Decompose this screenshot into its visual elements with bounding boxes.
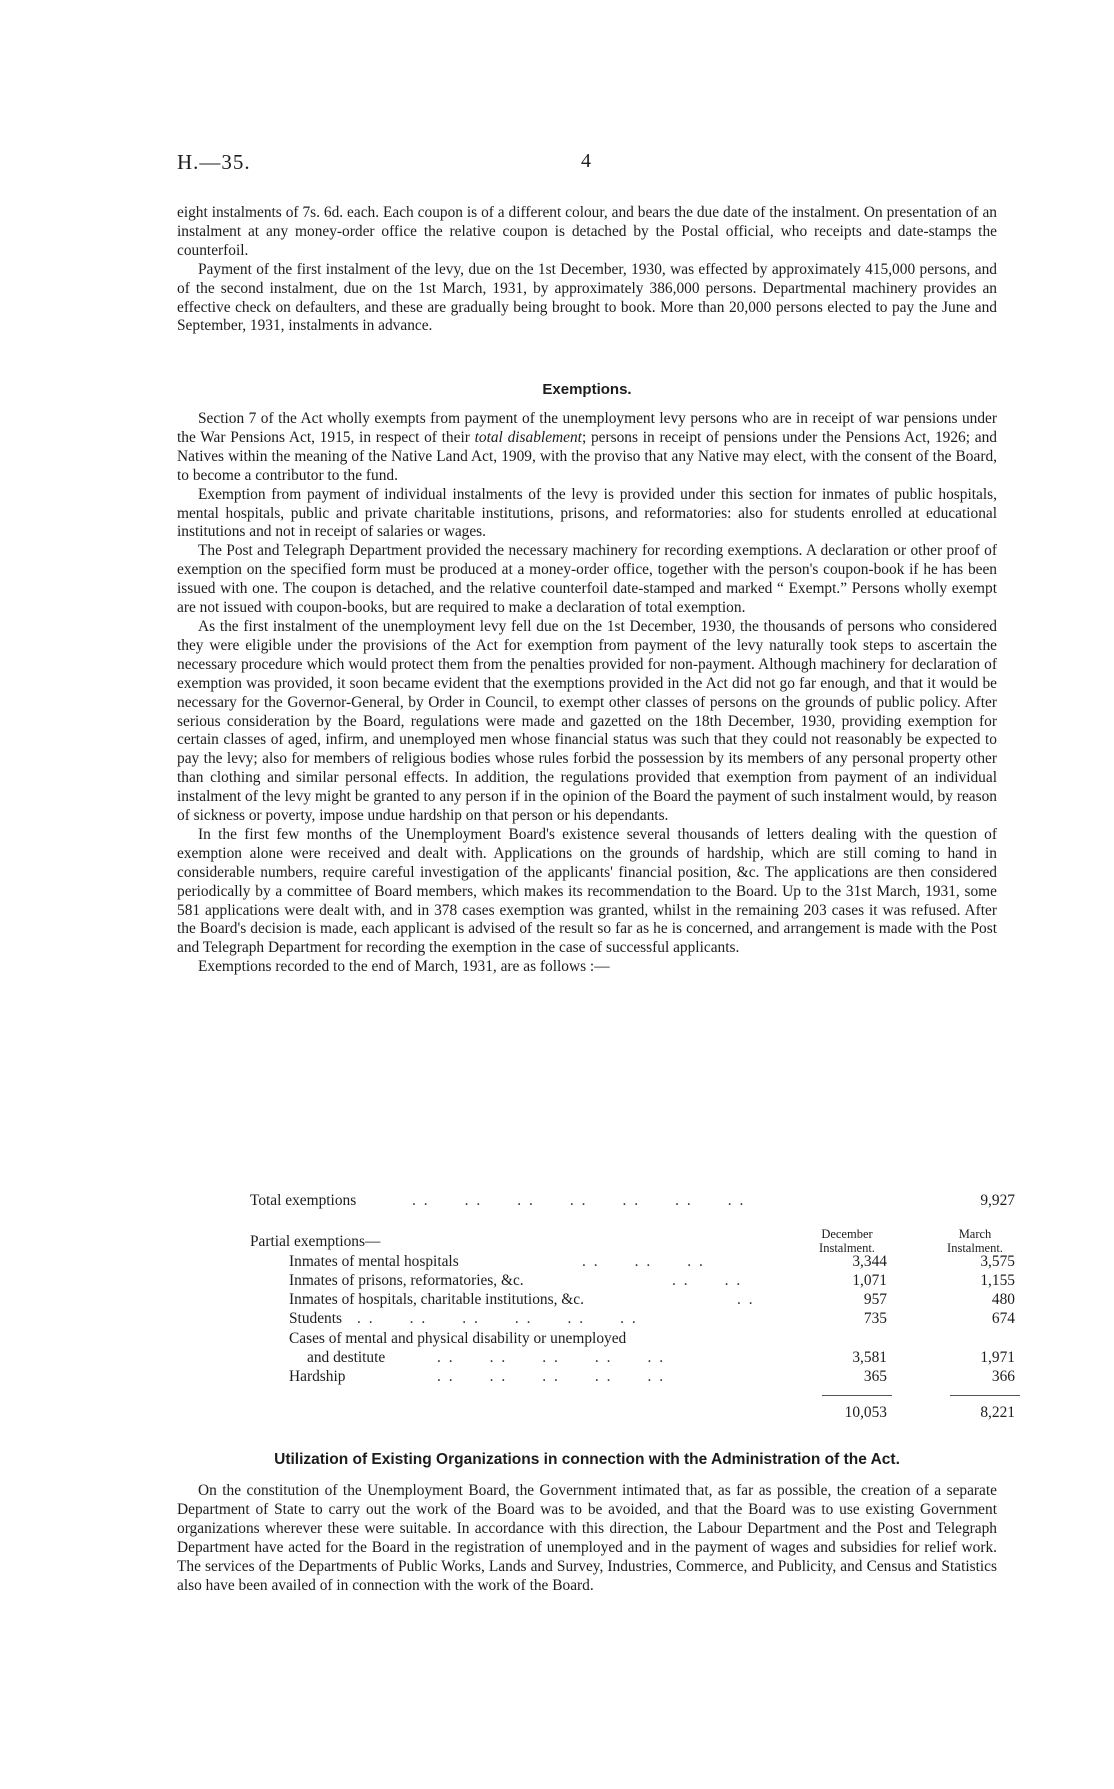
table-row <box>177 1367 1015 1386</box>
utilization-section <box>177 1482 997 1595</box>
leader-dots: . . . . . . . . . . <box>437 1368 666 1385</box>
exemptions-section <box>177 410 997 977</box>
emphasis-text: total disablement <box>474 428 582 446</box>
row-label: and destitute <box>307 1349 386 1366</box>
december-value: 1,071 <box>852 1272 887 1289</box>
december-value: 957 <box>863 1291 887 1308</box>
paragraph: eight instalments of 7s. 6d. each. Each coupon is of a different colour, and bears the due date of the instalment. On presentation of an instalment at any money-order office the relative coupon is detached by the Postal official, who receipts and date-stamps the counterfoil. <box>177 204 997 259</box>
march-value: 366 <box>991 1368 1015 1385</box>
paragraph: Exemption from payment of individual instalments of the levy is provided under this section for inmates of public hospitals, mental hospitals, public and private charitable institutions, prisons, and reformatories: also for students enrolled at educational institutions and not in receipt of salaries or wages. <box>177 485 997 541</box>
paragraph: Exemptions recorded to the end of March, 1931, are as follows :— <box>198 958 610 976</box>
sum-rule <box>822 1395 892 1396</box>
row-label: Hardship <box>289 1368 346 1385</box>
page-number: 4 <box>581 150 591 172</box>
total-label: Total exemptions <box>250 1192 357 1209</box>
leader-dots: . . . . . . . . . . <box>437 1349 666 1366</box>
row-label: Inmates of prisons, reformatories, &c. <box>289 1272 524 1289</box>
table-row-total <box>177 1191 1015 1210</box>
december-value: 3,344 <box>852 1253 887 1270</box>
section-heading-utilization: Utilization of Existing Organizations in connection with the Administration of the Act. <box>274 1451 900 1468</box>
total-value: 9,927 <box>980 1192 1015 1209</box>
table-row-sum <box>177 1403 1015 1422</box>
row-label: Cases of mental and physical disability or unemployed <box>289 1330 627 1347</box>
table-row <box>177 1348 1015 1367</box>
column-header-line: December <box>821 1227 873 1241</box>
row-label: Inmates of hospitals, charitable institutions, &c. <box>289 1291 584 1308</box>
page-header <box>177 150 997 180</box>
sum-rule <box>950 1395 1020 1396</box>
paragraph <box>177 410 997 486</box>
row-label: Inmates of mental hospitals <box>289 1253 459 1270</box>
paragraph: Payment of the first instalment of the levy, due on the 1st December, 1930, was effected by approximately 415,000 persons, and of the second instalment, due on the 1st March, 1931, by approximately 386,000 persons. Departmental machinery provides an effective check on defaulters, and these are gradually being brought to book. More than 20,000 persons elected to pay the June and September, 1931, instalments in advance. <box>177 260 997 335</box>
table-row <box>177 1252 1015 1271</box>
leader-dots: . . <box>737 1291 755 1308</box>
december-value: 365 <box>863 1368 887 1385</box>
row-label: Students <box>289 1310 343 1327</box>
march-value: 1,971 <box>980 1349 1015 1366</box>
paragraph: On the constitution of the Unemployment Board, the Government intimated that, as far as possible, the creation of a separate Department of State to carry out the work of the Board was to be avoided, and that the Board was to use existing Government organizations wherever these were suitable. In accordance with this direction, the Labour Department and the Post and Telegraph Department have acted for the Board in the registration of unemployed and in the payment of wages and subsidies for relief work. The services of the Departments of Public Works, Lands and Survey, Industries, Commerce, and Publicity, and Census and Statistics also have been availed of in connection with the work of the Board. <box>177 1482 997 1594</box>
march-value: 480 <box>991 1291 1015 1308</box>
document-reference: H.—35. <box>177 150 251 174</box>
paragraph: In the first few months of the Unemployment Board's existence several thousands of letters dealing with the question of exemption alone were received and dealt with. Applications on the grounds of hardship, which are still coming to hand in considerable numbers, require careful investigation of the applicants' financial position, &c. The applications are then considered periodically by a committee of Board members, which makes its recommendation to the Board. Up to the 31st March, 1931, some 581 applications were dealt with, and in 378 cases exemption was granted, whilst in the remaining 203 cases it was refused. After the Board's decision is made, each applicant is advised of the result so far as he is concerned, and arrangement is made with the Post and Telegraph Department for recording the exemption in the case of successful applicants. <box>177 825 997 957</box>
march-sum: 8,221 <box>980 1404 1015 1421</box>
section-heading-exemptions: Exemptions. <box>542 381 632 398</box>
leader-dots: . . . . . . . . . . . . . . <box>412 1192 746 1209</box>
column-header-line: Instalment. <box>819 1241 875 1255</box>
column-header-line: March <box>958 1227 992 1241</box>
leader-dots: . . . . . . . . . . . . <box>357 1310 638 1327</box>
table-row <box>177 1309 1015 1328</box>
paragraph: As the first instalment of the unemployment levy fell due on the 1st December, 1930, the thousands of persons who considered they were eligible under the provisions of the Act for exemption from payment of the levy naturally took steps to ascertain the necessary procedure which would protect them from the penalties provided for non-payment. Although machinery for declaration of exemption was provided, it soon became evident that the exemptions provided in the Act did not go far enough, and that it would be necessary for the Governor-General, by Order in Council, to exempt other classes of persons on the grounds of public policy. After serious consideration by the Board, regulations were made and gazetted on the 18th December, 1930, providing exemption for certain classes of aged, infirm, and unemployed men whose financial status was such that they could not reasonably be expected to pay the levy; also for members of religious bodies whose rules forbid the possession by its members of any personal property other than clothing and similar personal effects. In addition, the regulations provided that exemption from payment of an individual instalment of the levy might be granted to any person if in the opinion of the Board the payment of such instalment would, by reason of sickness or poverty, impose undue hardship on that person or his dependants. <box>177 617 997 825</box>
december-sum: 10,053 <box>844 1404 887 1421</box>
table-row <box>177 1271 1015 1290</box>
table-row <box>177 1329 997 1348</box>
paragraph-text: Section 7 of the Act wholly exempts from payment of the unemployment levy persons who are in receipt of war pensions under the War Pensions Act, 1915, in respect of their <box>177 410 997 446</box>
leader-dots: . . . . . . <box>582 1253 705 1270</box>
column-header-line: Instalment. <box>947 1241 1003 1255</box>
march-value: 1,155 <box>980 1272 1015 1289</box>
table-row-partial <box>177 1232 997 1251</box>
intro-section <box>177 204 997 336</box>
december-value: 735 <box>863 1310 887 1327</box>
december-value: 3,581 <box>852 1349 887 1366</box>
table-row <box>177 1290 1015 1309</box>
march-value: 3,575 <box>980 1253 1015 1270</box>
paragraph-text: ; persons in receipt of pensions under the Pensions Act, 1926; and Natives within the meaning of the Native Land Act, 1909, with the proviso that any Native may elect, with the consent of the Board, to become a contributor to the fund. <box>177 428 997 484</box>
paragraph: The Post and Telegraph Department provided the necessary machinery for recording exemptions. A declaration or other proof of exemption on the specified form must be produced at a money-order office, together with the person's coupon-book if he has been issued with one. The coupon is detached, and the relative counterfoil date-stamped and marked “ Exempt.” Persons wholly exempt are not issued with coupon-books, but are required to make a declaration of total exemption. <box>177 542 997 617</box>
leader-dots: . . . . <box>672 1272 743 1289</box>
partial-label: Partial exemptions— <box>250 1233 381 1250</box>
march-value: 674 <box>991 1310 1015 1327</box>
